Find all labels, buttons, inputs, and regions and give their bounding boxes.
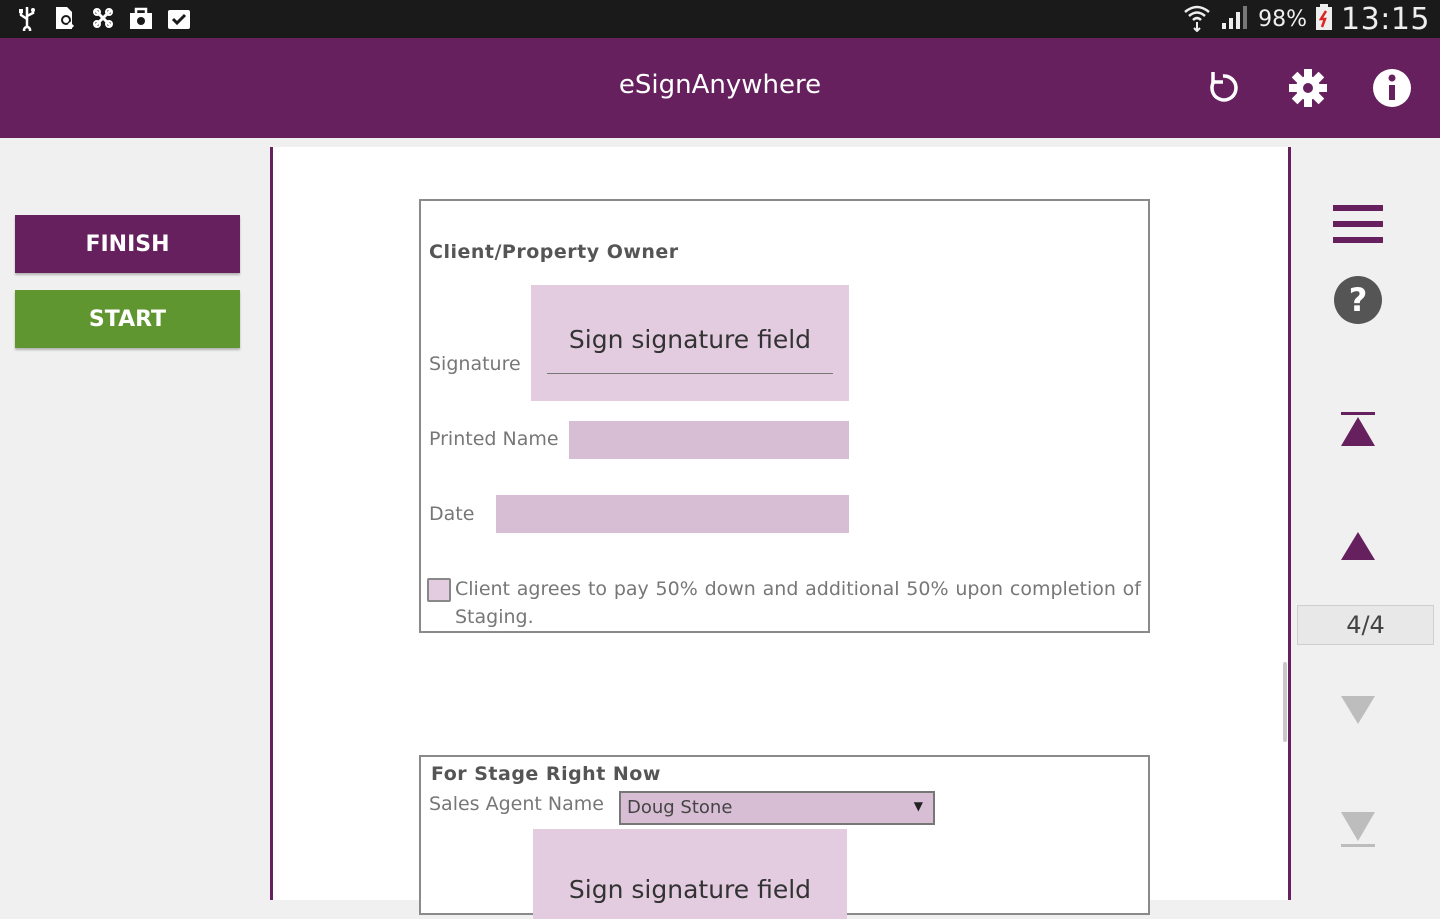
- client-section: [419, 199, 1150, 633]
- first-page-icon: [1338, 410, 1378, 450]
- page-indicator: 4/4: [1297, 605, 1434, 645]
- battery-icon: [1315, 3, 1333, 35]
- left-panel: [0, 138, 270, 900]
- sales-agent-value: Doug Stone: [627, 797, 733, 818]
- first-page-button[interactable]: [1323, 400, 1393, 460]
- settings-button[interactable]: [1280, 60, 1336, 116]
- sales-agent-select[interactable]: [619, 791, 935, 825]
- printed-name-label: Printed Name: [429, 428, 559, 450]
- app-bar: [0, 38, 1440, 138]
- usb-icon: [14, 4, 40, 32]
- menu-icon: [1331, 201, 1385, 247]
- settings-cross-icon: [90, 4, 116, 32]
- help-button[interactable]: [1323, 270, 1393, 330]
- dropdown-arrow-icon: ▼: [913, 799, 923, 813]
- next-page-icon: [1338, 692, 1378, 728]
- battery-percent: 98%: [1258, 6, 1308, 32]
- refresh-button[interactable]: [1195, 60, 1251, 116]
- document-search-icon: [52, 4, 78, 32]
- last-page-icon: [1338, 810, 1378, 850]
- next-page-button[interactable]: [1323, 680, 1393, 740]
- app-title: eSignAnywhere: [618, 70, 822, 100]
- info-icon: [1371, 67, 1413, 109]
- help-icon: [1332, 274, 1384, 326]
- right-panel: [1293, 138, 1440, 900]
- cell-signal-icon: [1220, 3, 1250, 35]
- status-bar: [0, 0, 1440, 38]
- company-signature-field[interactable]: [533, 829, 847, 919]
- system-status: [1182, 0, 1430, 38]
- date-input[interactable]: [496, 495, 849, 533]
- svg-text:?: ?: [1348, 281, 1368, 319]
- finish-button[interactable]: FINISH: [15, 215, 240, 273]
- company-signature-field-text: Sign signature field: [568, 875, 812, 904]
- date-label: Date: [429, 503, 475, 525]
- prev-page-button[interactable]: [1323, 516, 1393, 576]
- printed-name-input[interactable]: [569, 421, 849, 459]
- document-viewer[interactable]: [270, 147, 1291, 904]
- clock: 13:15: [1341, 1, 1430, 37]
- sales-agent-label: Sales Agent Name: [429, 793, 604, 815]
- agreement-text: Client agrees to pay 50% down and additional 50% upon completion of Staging.: [455, 578, 1141, 628]
- scrollbar-thumb[interactable]: [1283, 662, 1287, 742]
- company-section: [419, 755, 1150, 915]
- menu-button[interactable]: [1323, 194, 1393, 254]
- signature-field-text: Sign signature field: [568, 325, 812, 354]
- last-page-button[interactable]: [1323, 800, 1393, 860]
- start-button[interactable]: START: [15, 290, 240, 348]
- client-signature-field[interactable]: [531, 285, 849, 401]
- notification-icons: [14, 4, 192, 32]
- signature-label: Signature: [429, 353, 521, 375]
- agreement-checkbox[interactable]: [427, 578, 451, 602]
- client-section-header: Client/Property Owner: [429, 241, 679, 263]
- info-button[interactable]: [1364, 60, 1420, 116]
- company-section-header: For Stage Right Now: [431, 763, 661, 785]
- refresh-icon: [1203, 68, 1243, 108]
- gear-icon: [1287, 67, 1329, 109]
- signature-line: [547, 373, 833, 374]
- wifi-icon: [1182, 2, 1212, 36]
- store-bag-icon: [128, 4, 154, 32]
- clipboard-check-icon: [166, 4, 192, 32]
- prev-page-icon: [1338, 528, 1378, 564]
